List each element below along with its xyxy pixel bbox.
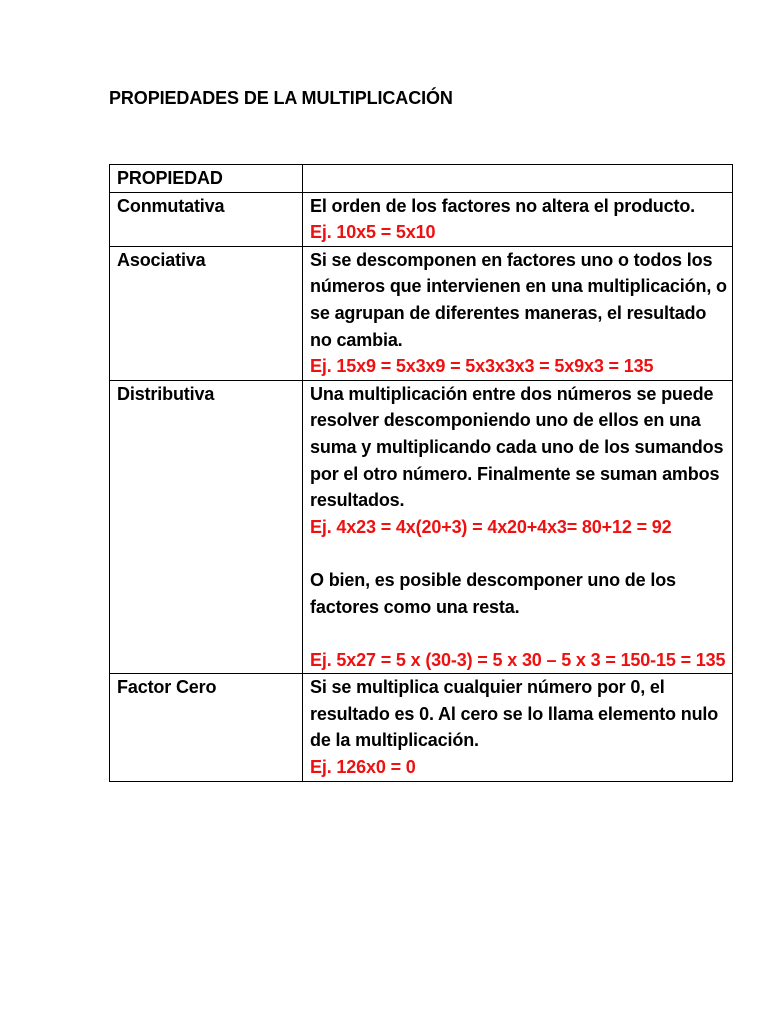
property-example: Ej. 4x23 = 4x(20+3) = 4x20+4x3= 80+12 = 92: [310, 516, 672, 537]
property-name: Distributiva: [110, 380, 303, 674]
property-description: Una multiplicación entre dos números se puede resolver descomponiendo uno de ellos en una suma y multiplicando cada uno de los sumandos por el otro número. Finalmente se suman ambos resultados.: [310, 383, 724, 511]
property-example-alt: Ej. 5x27 = 5 x (30-3) = 5 x 30 – 5 x 3 = 150-15 = 135: [310, 649, 726, 670]
property-example: Ej. 15x9 = 5x3x9 = 5x3x3x3 = 5x9x3 = 135: [310, 356, 654, 377]
property-detail: [303, 380, 733, 674]
paragraph-gap: [310, 540, 728, 567]
page-title: PROPIEDADES DE LA MULTIPLICACIÓN: [109, 88, 453, 108]
table-row-factor-cero: [110, 674, 733, 781]
property-detail: [303, 674, 733, 781]
header-cell-property: PROPIEDAD: [110, 165, 303, 193]
table-row-asociativa: [110, 246, 733, 380]
table-row-distributiva: [110, 380, 733, 674]
property-description: El orden de los factores no altera el producto.: [310, 195, 696, 216]
property-example: Ej. 10x5 = 5x10: [310, 222, 436, 243]
table-header-row: [110, 165, 733, 193]
header-cell-description: [303, 165, 733, 193]
property-description-alt: O bien, es posible descomponer uno de los factores como una resta.: [310, 569, 676, 617]
paragraph-gap: [310, 620, 728, 647]
property-name: Conmutativa: [110, 192, 303, 246]
property-name: Asociativa: [110, 246, 303, 380]
property-name: Factor Cero: [110, 674, 303, 781]
table-row-conmutativa: [110, 192, 733, 246]
property-detail: [303, 192, 733, 246]
property-description: Si se descomponen en factores uno o todos los números que intervienen en una multiplicación, o se agrupan de diferentes maneras, el resultado no cambia.: [310, 249, 727, 350]
property-detail: [303, 246, 733, 380]
property-description: Si se multiplica cualquier número por 0, el resultado es 0. Al cero se lo llama elemento nulo de la multiplicación.: [310, 677, 719, 751]
property-example: Ej. 126x0 = 0: [310, 757, 416, 778]
properties-table: [109, 164, 733, 782]
